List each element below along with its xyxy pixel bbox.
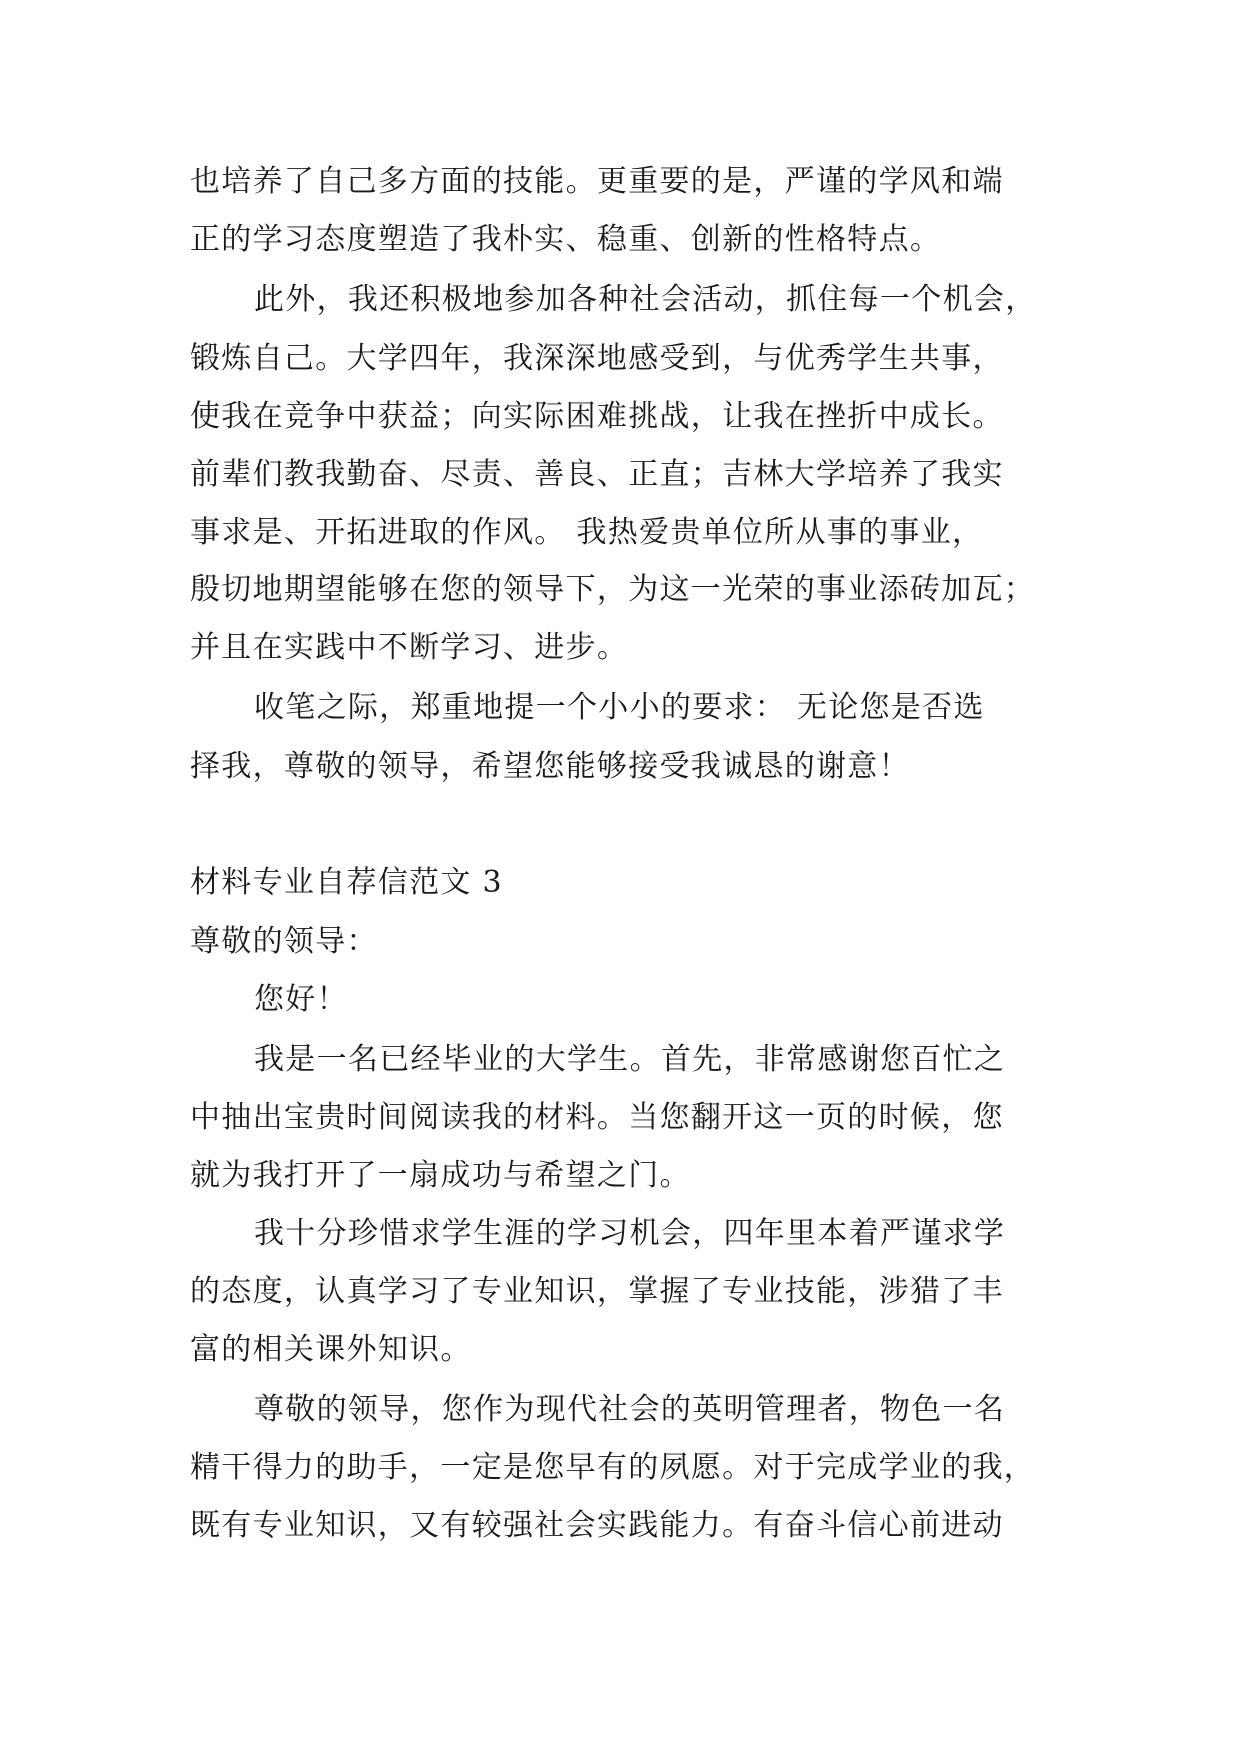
- text-line: 使我在竞争中获益；向实际困难挑战，让我在挫折中成长。: [190, 399, 1004, 434]
- text-line: 殷切地期望能够在您的领导下，为这一光荣的事业添砖加瓦；: [190, 572, 1036, 607]
- text-line: 择我，尊敬的领导，希望您能够接受我诚恳的谢意！: [190, 749, 910, 784]
- text-line: 富的相关课外知识。: [190, 1332, 472, 1367]
- text-line: 尊敬的领导，您作为现代社会的英明管理者，物色一名: [254, 1392, 1006, 1427]
- text-line: 就为我打开了一扇成功与希望之门。: [190, 1158, 691, 1193]
- text-line: 也培养了自己多方面的技能。更重要的是，严谨的学风和端: [190, 164, 1004, 199]
- text-line: 事求是、开拓进取的作风。 我热爱贵单位所从事的事业，: [190, 515, 984, 550]
- text-line: 前辈们教我勤奋、尽责、善良、正直；吉林大学培养了我实: [190, 457, 1004, 492]
- salutation: 尊敬的领导：: [190, 924, 378, 959]
- text-line: 此外，我还积极地参加各种社会活动，抓住每一个机会，: [254, 282, 1037, 317]
- text-line: 收笔之际，郑重地提一个小小的要求： 无论您是否选: [254, 690, 985, 725]
- text-line: 精干得力的助手，一定是您早有的夙愿。对于完成学业的我，: [190, 1450, 1036, 1485]
- text-line: 正的学习态度塑造了我朴实、稳重、创新的性格特点。: [190, 222, 942, 257]
- text-line: 中抽出宝贵时间阅读我的材料。当您翻开这一页的时候，您: [190, 1100, 1004, 1135]
- text-line: 既有专业知识，又有较强社会实践能力。有奋斗信心前进动: [190, 1508, 1004, 1543]
- text-line: 我是一名已经毕业的大学生。首先，非常感谢您百忙之: [254, 1042, 1006, 1077]
- text-line: 并且在实践中不断学习、进步。: [190, 630, 629, 665]
- text-line: 的态度，认真学习了专业知识，掌握了专业技能，涉猎了丰: [190, 1274, 1004, 1309]
- section-title: 材料专业自荐信范文 3: [190, 865, 503, 900]
- text-line: 我十分珍惜求学生涯的学习机会，四年里本着严谨求学: [254, 1216, 1006, 1251]
- text-line: 锻炼自己。大学四年，我深深地感受到，与优秀学生共事，: [190, 341, 1004, 376]
- greeting: 您好！: [254, 982, 348, 1017]
